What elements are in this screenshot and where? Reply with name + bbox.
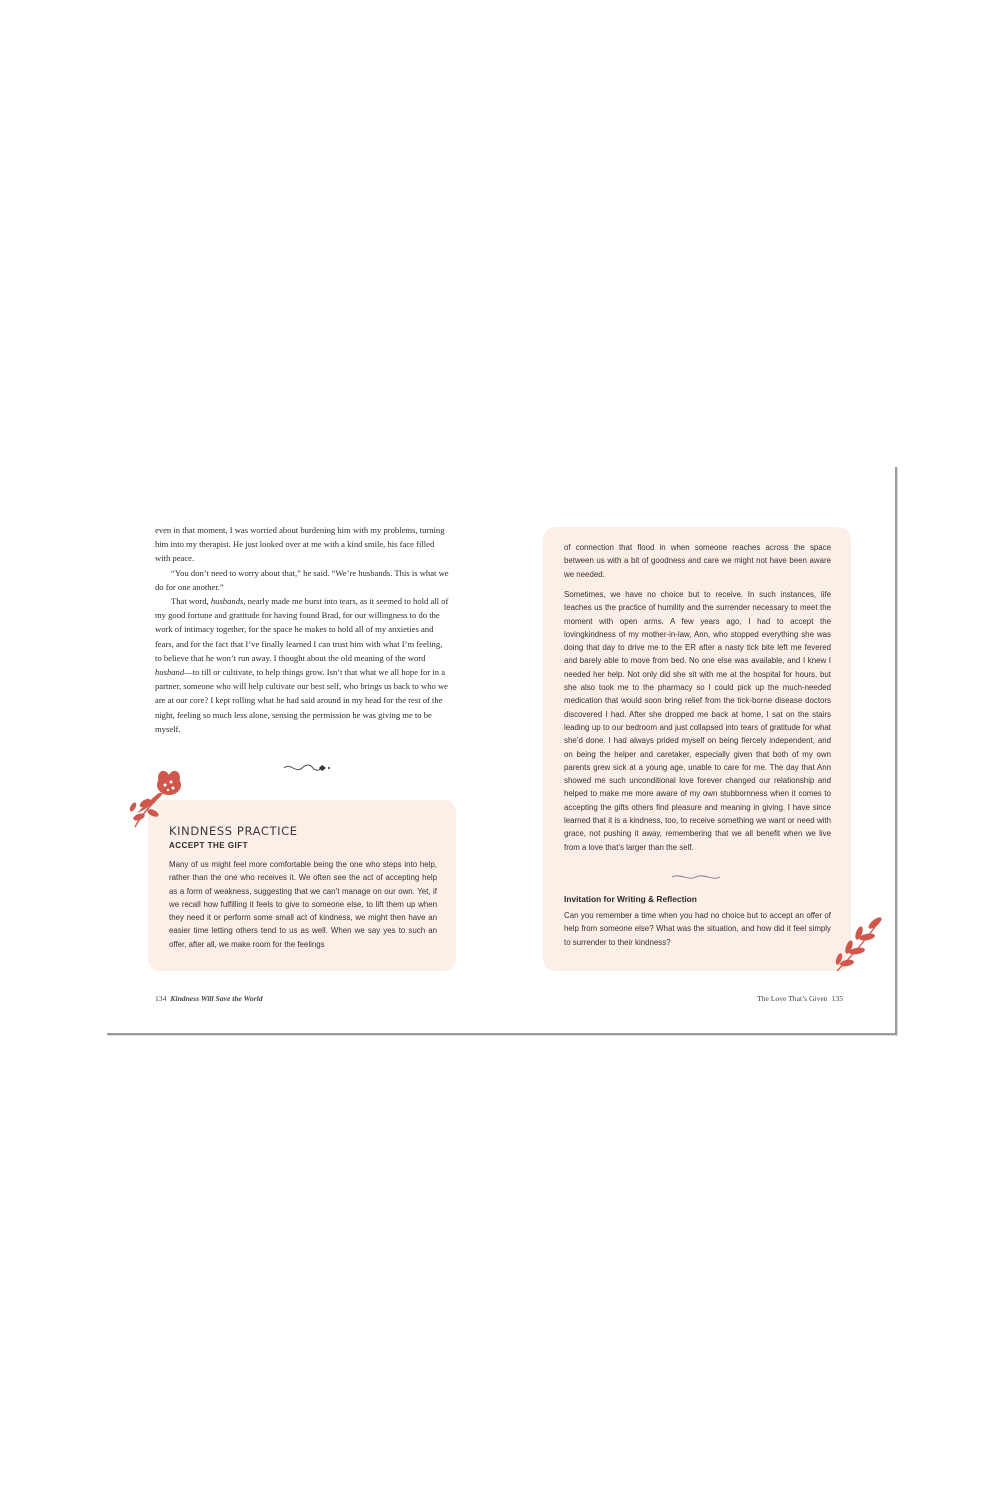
paragraph: “You don’t need to worry about that,” he said. “We’re husbands. This is what we do for one another.” xyxy=(155,567,449,592)
paragraph: That word, husbands, nearly made me burst into tears, as it seemed to hold all of my good fortune and gratitude for having found Brad, for our willingness to do the work of intimacy together, for the space he makes to hold all of my anxieties and fears, and for the fact that I’ve finally learned I can trust him with what I’m feeling, to believe that he won’t run away. I thought about the old meaning of the word husband—to till or cultivate, to help things grow. Isn’t that what we all hope for in a partner, someone who will help cultivate our best self, who brings us back to who we are at our core? I kept rolling what he had said around in my head for the rest of the night, feeling so much less alone, sensing the permission he was giving me to be myself. xyxy=(155,596,449,734)
leaf-sprig-icon xyxy=(829,913,889,975)
book-spread xyxy=(107,467,897,1035)
practice-text: Many of us might feel more comfortable being the one who steps into help, rather than the one who receives it. We often see the act of accepting help as a form of weakness, suggesting that we can’t manage on our own. Yet, if we recall how fulfilling it feels to give to someone else, to lift them up when they need it or perform some small act of kindness, we might then have an easier time letting others tend to us as well. When we say yes to such an offer, after all, we make room for the feelings xyxy=(169,860,437,949)
ornament-swirl-icon xyxy=(282,761,332,775)
right-folio xyxy=(757,994,843,1003)
page-number: 134 xyxy=(155,994,167,1003)
left-page-body xyxy=(155,523,450,736)
reflection-box xyxy=(543,527,851,971)
paragraph: even in that moment, I was worried about burdening him with my problems, turning him into my therapist. He just looked over at me with a kind smile, his face filled with peace. xyxy=(155,525,445,564)
page-number: 135 xyxy=(831,994,843,1003)
box-paragraph: of connection that flood in when someone reaches across the space between us with a bit of goodness and care we might not have been aware we needed. xyxy=(564,543,831,579)
invitation-heading: Invitation for Writing & Reflection xyxy=(564,894,697,904)
running-title: The Love That’s Given xyxy=(757,994,828,1003)
practice-subtitle: ACCEPT THE GIFT xyxy=(169,841,249,850)
invitation-text: Can you remember a time when you had no choice but to accept an offer of help from someone else? What was the situation, and how did it feel simply to surrender to their kindness? xyxy=(564,911,831,947)
running-title: Kindness Will Save the World xyxy=(170,994,263,1003)
box-paragraph: Sometimes, we have no choice but to receive. In such instances, life teaches us the practice of humility and the surrender necessary to meet the moment with open arms. A few years ago, I had to accept the lovingkindness of my mother-in-law, Ann, who stopped everything she was doing that day to drive me to the ER after a nasty tick bite left me fevered and barely able to move from bed. No one else was available, and I knew I needed her help. Not only did she sit with me at the hospital for hours, but she also took me to the pharmacy so I could pick up the much-needed medication that would soon bring relief from the tick-borne disease doctors discovered I had. After she dropped me back at home, I sat on the stairs leading up to our bedroom and just collapsed into tears of gratitude for what she’d done. I had always prided myself on being fiercely independent, and on being the helper and caretaker, especially given that both of my own parents grew sick at a young age, unable to care for me. The day that Ann showed me such unconditional love forever changed our relationship and helped to make me more aware of my own stubbornness when it comes to accepting the gifts others find pleasure and meaning in giving. I have since learned that it is a kindness, too, to receive something we want or need with grace, not pushing it away, remembering that we all benefit when we live from a love that’s larger than the self. xyxy=(564,590,831,852)
divider-swirl-icon xyxy=(670,871,722,883)
flower-illustration-icon xyxy=(125,763,197,835)
left-folio xyxy=(155,994,263,1003)
practice-title: KINDNESS PRACTICE xyxy=(169,824,298,838)
